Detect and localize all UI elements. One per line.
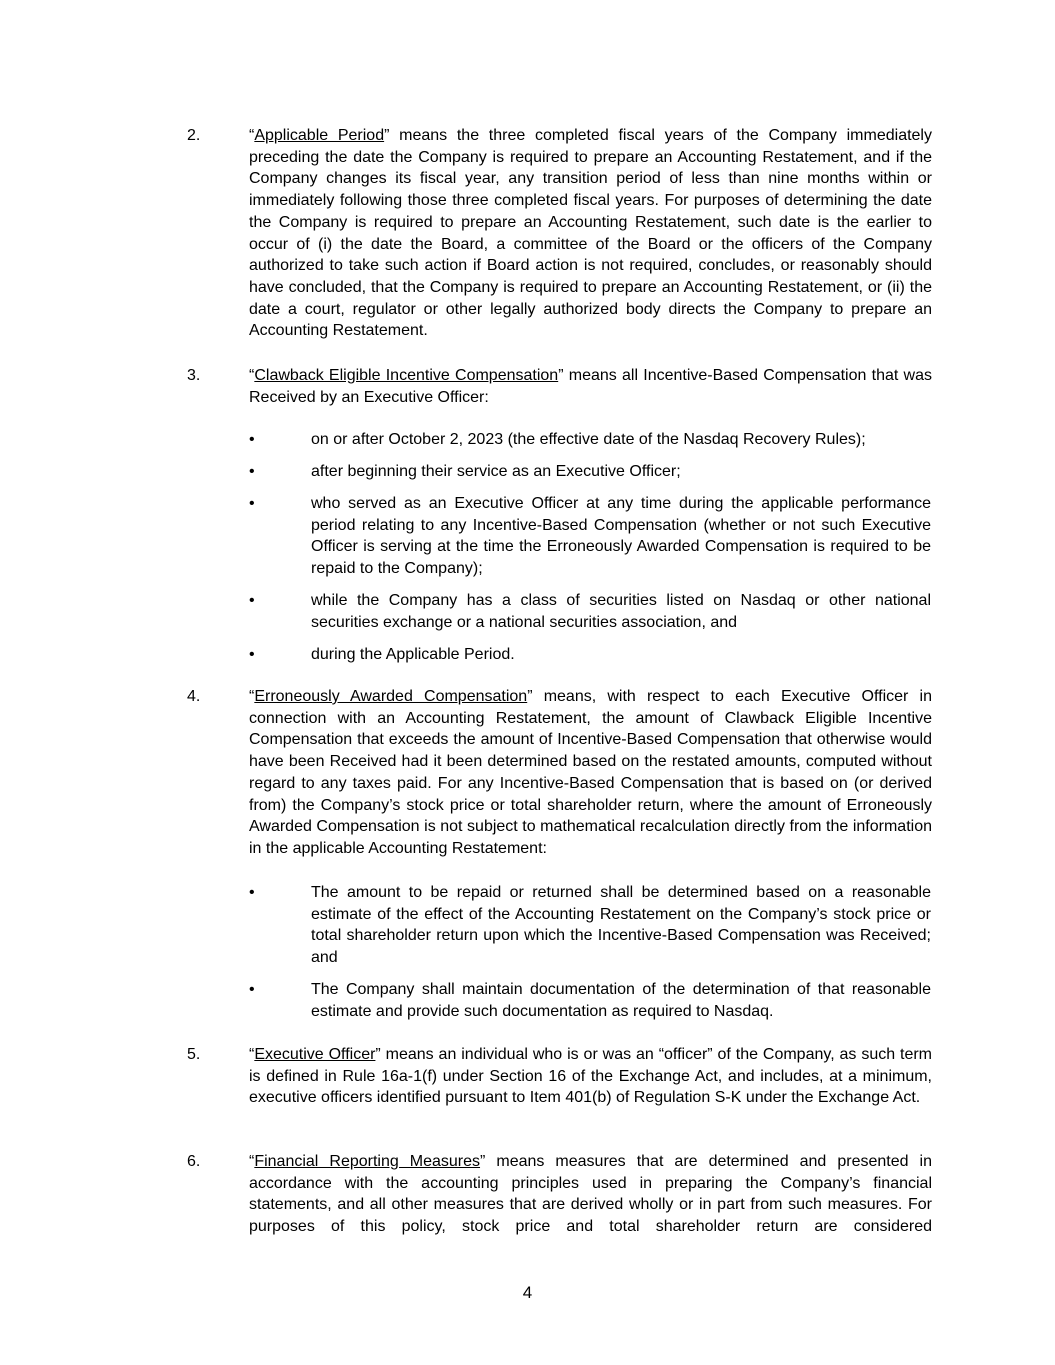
defined-term: Applicable Period bbox=[254, 127, 385, 144]
defined-term: Erroneously Awarded Compensation bbox=[254, 688, 528, 705]
definition-text: “Financial Reporting Measures” means measures that are determined and presented in accordance with the accounting principles used in preparing the Company’s financial statements, and all other measures that are derived wholly or in part from such measures. For purposes of this policy, stock price and total shareholder return are considered bbox=[249, 1153, 932, 1236]
definition-text: “Clawback Eligible Incentive Compensation” means all Incentive-Based Compensation that was Received by an Executive Officer: bbox=[249, 367, 932, 406]
bullet-icon: • bbox=[249, 646, 255, 663]
bullet-icon: • bbox=[249, 431, 255, 448]
item-number: 3. bbox=[187, 367, 201, 384]
definition-text: “Executive Officer” means an individual who is or was an “officer” of the Company, as such term is defined in Rule 16a-1(f) under Section 16 of the Exchange Act, and includes, at a minimum, executive officers identified pursuant to Item 401(b) of Regulation S-K under the Exchange Act. bbox=[249, 1046, 933, 1107]
bullet-icon: • bbox=[249, 884, 255, 901]
defined-term: Executive Officer bbox=[254, 1046, 376, 1063]
definition-text: “Erroneously Awarded Compensation” means, with respect to each Executive Officer in connection with an Accounting Restatement, the amount of Clawback Eligible Incentive Compensation that exceeds the amount of Incentive-Based Compensation that otherwise would have been Received had it been determined based on the restated amounts, computed without regard to any taxes paid. For any Incentive-Based Compensation that is based on (or derived from) the Company’s stock price or total shareholder return, where the amount of Erroneously Awarded Compensation is not subject to mathematical recalculation directly from the information in the applicable Accounting Restatement: bbox=[249, 688, 932, 857]
bullet-icon: • bbox=[249, 981, 255, 998]
bullet-icon: • bbox=[249, 463, 255, 480]
item-number: 6. bbox=[187, 1153, 201, 1170]
item-number: 2. bbox=[187, 127, 201, 144]
page-number: 4 bbox=[522, 1283, 533, 1302]
document-page: 2. “Applicable Period” means the three completed fiscal years of the Company immediately preceding the date the Company is required to prepare an Accounting Restatement, and if the Company changes its fiscal year, any transition period of less than nine months within or immediately following those three completed fiscal years. For purposes of determining the date the Company is required to prepare an Accounting Restatement, such date is the earlier to occur of (i) the date the Board, a committee of the Board or the officers of the Company authorized to take such action if Board action is not required, concludes, or reasonably should have concluded, that the Company is required to prepare an Accounting Restatement, or (ii) the date a court, regulator or other legally authorized body directs the Company to prepare an Accounting Restatement. 3. “Clawback Eligible Incentive Compensation” means all Incentive-Based Compensation that was Received by an Executive Officer: • on or after October 2, 2023 (the effective date of the Nasdaq Recovery Rules); • after beginning their service as an Executive Officer; • who served as an Executive Officer at any time during the applicable performance period relating to any Incentive-Based Compensation (whether or not such Executive Officer is serving at the time the Erroneously Awarded Compensation is required to be repaid to the Company); • while the Company has a class of securities listed on Nasdaq or other national securities exchange or a national securities association, and • during the Applicable Period. 4. “Erroneously Awarded Compensation” means, with respect to each Executive Officer in connection with an Accounting Restatement, the amount of Clawback Eligible Incentive Compensation that exceeds the amount of Incentive-Based Compensation that otherwise would have been Received had it been determined based on the restated amounts, computed without regard to any taxes paid. For any Incentive-Based Compensation that is based on (or derived from) the Company’s stock price or total shareholder return, where the amount of Erroneously Awarded Compensation is not subject to mathematical recalculation directly from the information in the applicable Accounting Restatement: • The amount to be repaid or returned shall be determined based on a reasonable estimate of the effect of the Accounting Restatement on the Company’s stock price or total shareholder return upon which the Incentive-Based Compensation was Received; and • The Company shall maintain documentation of the determination of that reasonable estimate and provide such documentation as required to Nasdaq. 5. “Executive Officer” means an individual who is or was an “officer” of the Company, as such term is defined in Rule 16a-1(f) under Section 16 of the Exchange Act, and includes, at a minimum, executive officers identified pursuant to Item 401(b) of Regulation S-K under the Exchange Act. 6. “Financial Reporting Measures” means measures that are determined and presented in accordance with the accounting principles used in preparing the Company’s financial statements, and all other measures that are derived wholly or in part from such measures. For purposes of this policy, stock price and total shareholder return are considered 4 bbox=[0, 0, 1055, 1365]
definition-text: “Applicable Period” means the three completed fiscal years of the Company immediately preceding the date the Company is required to prepare an Accounting Restatement, and if the Company changes its fiscal year, any transition period of less than nine months within or immediately following those three completed fiscal years. For purposes of determining the date the Company is required to prepare an Accounting Restatement, such date is the earlier to occur of (i) the date the Board, a committee of the Board or the officers of the Company authorized to take such action if Board action is not required, concludes, or reasonably should have concluded, that the Company is required to prepare an Accounting Restatement, or (ii) the date a court, regulator or other legally authorized body directs the Company to prepare an Accounting Restatement. bbox=[249, 127, 932, 340]
item-number: 5. bbox=[187, 1046, 201, 1063]
bullet-icon: • bbox=[249, 495, 255, 512]
defined-term: Financial Reporting Measures bbox=[254, 1153, 481, 1170]
bullet-icon: • bbox=[249, 592, 255, 609]
item-number: 4. bbox=[187, 688, 201, 705]
defined-term: Clawback Eligible Incentive Compensation bbox=[254, 367, 559, 384]
